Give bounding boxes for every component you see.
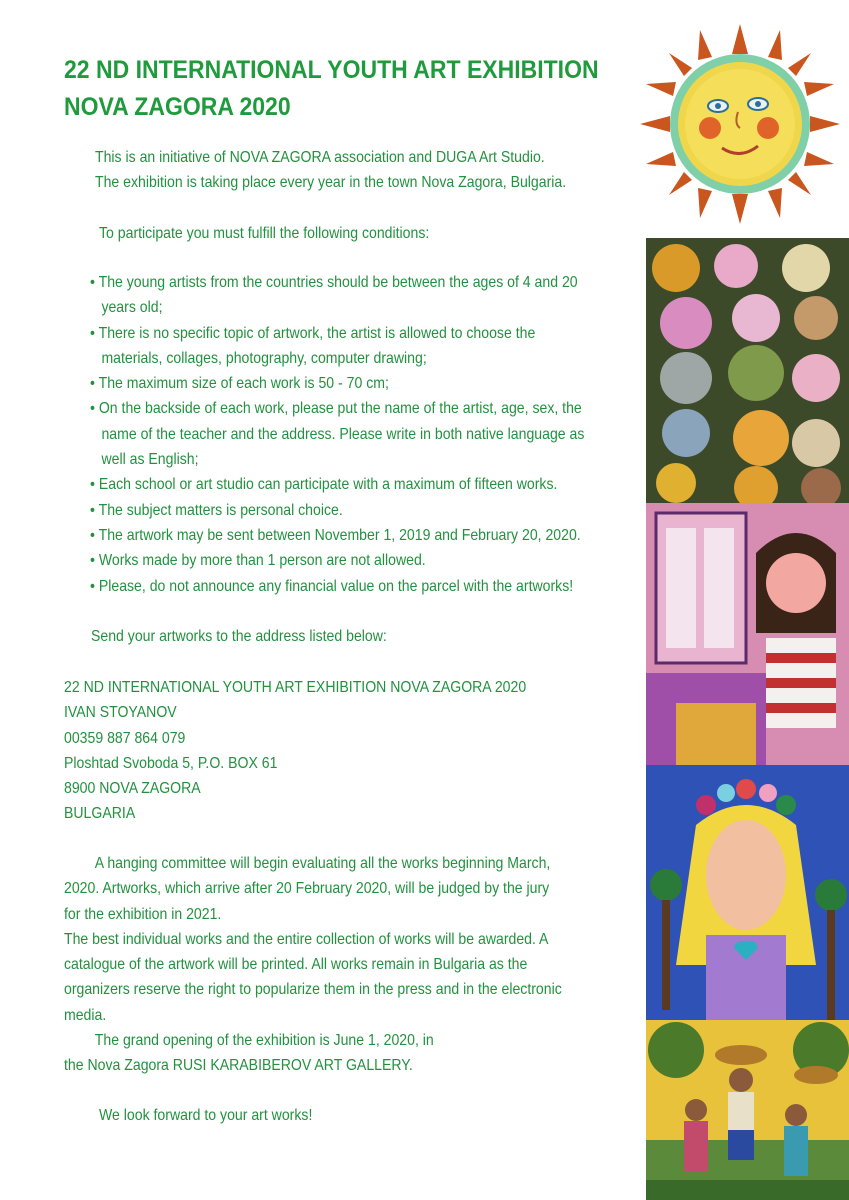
- girl-painting: [646, 503, 849, 765]
- list-item: • The subject matters is personal choice.: [90, 501, 343, 519]
- address-line: BULGARIA: [64, 805, 136, 823]
- address-line: 00359 887 864 079: [64, 729, 186, 747]
- list-item: • The maximum size of each work is 50 - 70 cm;: [90, 375, 389, 393]
- opening-line-1: The grand opening of the exhibition is June 1, 2020, in: [94, 1032, 434, 1050]
- list-item: • The young artists from the countries should be between the ages of 4 and 20 years old;: [90, 274, 578, 317]
- opening-line-2: the Nova Zagora RUSI KARABIBEROV ART GALLERY.: [64, 1057, 413, 1075]
- closing-line: We look forward to your art works!: [99, 1107, 313, 1124]
- sun-painting: [640, 24, 840, 224]
- list-item: • On the backside of each work, please put the name of the artist, age, sex, the name of the teacher and the address. Please write in both native language as well as English;: [90, 400, 585, 469]
- woman-flowers-painting: [646, 765, 849, 1020]
- conditions-list: [90, 270, 584, 599]
- intro-line-2: The exhibition is taking place every year in the town Nova Zagora, Bulgaria.: [95, 174, 567, 192]
- harvest-people-painting: [646, 1020, 849, 1200]
- list-item: • Please, do not announce any financial value on the parcel with the artworks!: [90, 577, 574, 595]
- list-item: • The artwork may be sent between November 1, 2019 and February 20, 2020.: [90, 526, 581, 544]
- title-line-2: NOVA ZAGORA 2020: [64, 93, 291, 121]
- list-item: • Each school or art studio can participate with a maximum of fifteen works.: [90, 476, 558, 494]
- list-item: • There is no specific topic of artwork, the artist is allowed to choose the materials, collages, photography, computer drawing;: [90, 324, 536, 367]
- address-line: IVAN STOYANOV: [64, 704, 177, 722]
- address-block: [64, 675, 526, 827]
- intro-paragraph: [95, 145, 566, 196]
- title-line-1: 22 ND INTERNATIONAL YOUTH ART EXHIBITION: [64, 56, 599, 84]
- send-heading: Send your artworks to the address listed below:: [91, 628, 387, 645]
- address-line: Ploshtad Svoboda 5, P.O. BOX 61: [64, 754, 278, 772]
- address-line: 8900 NOVA ZAGORA: [64, 780, 201, 798]
- committee-paragraph: A hanging committee will begin evaluating all the works beginning March, 2020. Artworks, which arrive after 20 February 2020, will be judged by the jury for the exhibition in 2021. The best individual works and the entire collection of works will be awarded. A catalogue of the artwork will be printed. All works remain in Bulgaria as the organizers reserve the right to popularize them in the press and in the electronic media. The grand opening of the exhibition is June 1, 2020, in the Nova Zagora RUSI KARABIBEROV ART GALLERY.: [64, 851, 562, 1079]
- cats-painting: [646, 238, 849, 503]
- address-line: 22 ND INTERNATIONAL YOUTH ART EXHIBITION NOVA ZAGORA 2020: [64, 679, 527, 696]
- intro-line-1: This is an initiative of NOVA ZAGORA association and DUGA Art Studio.: [95, 149, 545, 166]
- conditions-heading: To participate you must fulfill the following conditions:: [99, 225, 430, 242]
- page-title: [64, 52, 599, 126]
- list-item: • Works made by more than 1 person are not allowed.: [90, 552, 426, 570]
